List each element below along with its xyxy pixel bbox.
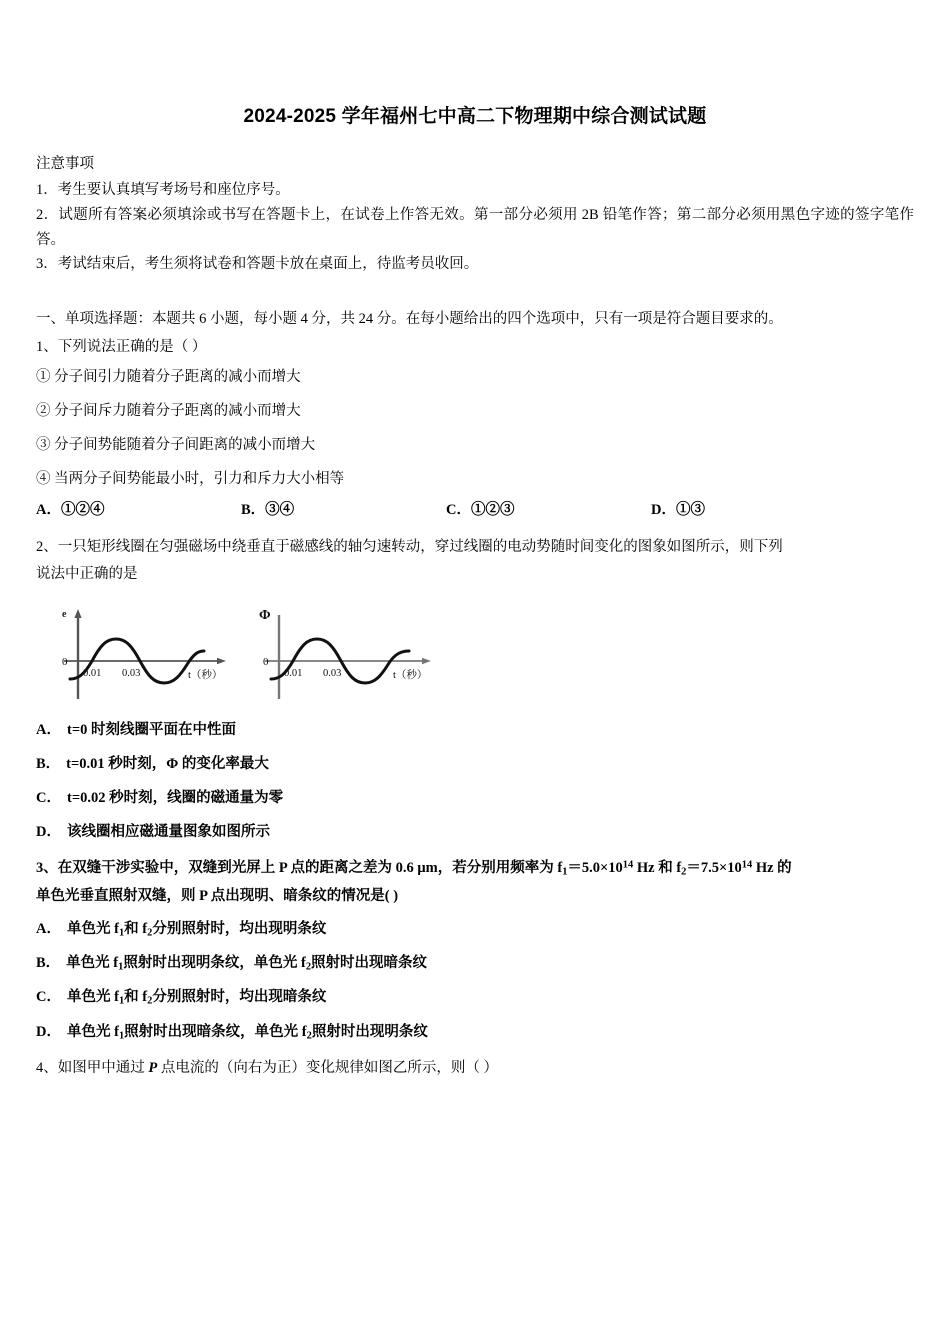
question-3-stem-part-5: Hz 的	[752, 860, 792, 877]
question-3-option-a-label: A．	[36, 921, 61, 938]
question-3-option-c-sub1: 1	[118, 995, 125, 1007]
question-2-stem-text-1: 一只矩形线圈在匀强磁场中绕垂直于磁感线的轴匀速转动，穿过线圈的电动势随时间变化的图象如图所示，则下列	[57, 538, 783, 555]
zero-label: 0	[263, 656, 269, 668]
question-3-option-b[interactable]	[36, 946, 914, 980]
question-2-stem-line-2: 说法中正确的是	[36, 566, 138, 583]
x-axis-label: t（秒）	[188, 670, 223, 681]
question-1-option-c[interactable]: C．①②③	[446, 501, 515, 518]
question-3-option-c[interactable]	[36, 980, 914, 1014]
question-4-stem-post: 点电流的（向右为正）变化规律如图乙所示，则（ ）	[157, 1059, 498, 1076]
question-1-option-d[interactable]: D．①③	[651, 501, 705, 518]
question-2	[36, 534, 914, 849]
question-2-number: 2、	[36, 538, 58, 555]
question-3-option-a[interactable]	[36, 912, 914, 946]
question-3-stem-part-4: ＝7.5×10	[686, 860, 742, 877]
question-1-statement-1: ① 分子间引力随着分子距离的减小而增大	[36, 368, 301, 385]
x-tick-label-1: 0.01	[83, 668, 102, 679]
section-heading: 一、单项选择题：本题共 6 小题，每小题 4 分，共 24 分。在每小题给出的四个选项中，只有一项是符合题目要求的。	[36, 311, 783, 328]
question-1-stem-text: 下列说法正确的是（ ）	[57, 339, 207, 356]
question-3-option-c-sub2: 2	[147, 995, 153, 1007]
question-2-stem-line-1	[36, 534, 914, 562]
question-3-option-a-post: 分别照射时，均出现明条纹	[152, 921, 327, 938]
question-3-option-d[interactable]	[36, 1015, 914, 1049]
question-2-options	[36, 713, 914, 849]
y-axis-label: Φ	[259, 608, 271, 623]
question-3-option-d-sub1: 1	[118, 1029, 125, 1041]
question-3-option-b-pre: 单色光 f	[66, 955, 119, 972]
question-1-statement-4: ④ 当两分子间势能最小时，引力和斥力大小相等	[36, 470, 345, 487]
question-3-option-a-sub2: 2	[147, 927, 153, 939]
question-3	[36, 855, 914, 1048]
question-3-exp-1: 14	[622, 859, 634, 871]
question-3-option-b-sub1: 1	[118, 961, 124, 973]
question-3-option-c-post: 分别照射时，均出现暗条纹	[152, 989, 327, 1006]
question-1-options	[36, 496, 914, 525]
question-1	[36, 335, 914, 525]
notice-heading: 注意事项	[36, 155, 94, 172]
question-2-option-a[interactable]	[36, 713, 914, 747]
question-3-option-b-mid: 照射时出现明条纹，单色光 f	[123, 955, 306, 972]
notice-item-1: 1．考生要认真填写考场号和座位序号。	[36, 181, 290, 198]
x-tick-label-1: 0.01	[284, 668, 303, 679]
question-3-stem-part-2: ＝5.0×10	[567, 860, 623, 877]
question-1-number: 1、	[36, 339, 58, 356]
question-3-option-d-post: 照射时出现明条纹	[311, 1023, 428, 1040]
x-tick-label-2: 0.03	[122, 668, 141, 679]
y-axis-arrowhead	[74, 609, 81, 618]
question-3-option-c-pre: 单色光 f	[66, 989, 119, 1006]
question-2-option-c-text: t=0.02 秒时刻，线圈的磁通量为零	[66, 790, 284, 807]
question-3-exp-2: 14	[741, 859, 753, 871]
question-3-option-a-sub1: 1	[118, 927, 125, 939]
emf-time-graph	[48, 599, 238, 704]
y-axis-label: e	[62, 609, 67, 620]
flux-time-graph	[247, 599, 447, 704]
question-1-stem	[36, 335, 914, 360]
question-2-option-d-text: 该线圈相应磁通量图象如图所示	[66, 824, 270, 841]
notice-item-3: 3．考试结束后，考生须将试卷和答题卡放在桌面上，待监考员收回。	[36, 256, 479, 273]
question-3-option-d-label: D．	[36, 1023, 61, 1040]
question-3-options	[36, 912, 914, 1048]
question-3-stem-part-3: Hz 和 f	[633, 860, 682, 877]
page-title: 2024-2025 学年福州七中高二下物理期中综合测试试题	[243, 106, 707, 127]
flux-time-graph-svg	[247, 599, 447, 704]
question-4	[36, 1056, 914, 1081]
question-2-option-c-label: C．	[36, 790, 61, 807]
question-2-option-d[interactable]	[36, 815, 914, 849]
question-3-f2-subscript: 2	[681, 866, 687, 878]
question-3-stem-line-1	[36, 855, 914, 883]
question-2-option-b-label: B．	[36, 756, 61, 773]
question-4-stem	[36, 1056, 914, 1081]
question-3-stem-part-1: 在双缝干涉实验中，双缝到光屏上 P 点的距离之差为 0.6 μm，若分别用频率为 f	[57, 860, 563, 877]
question-3-option-c-mid: 和 f	[124, 989, 148, 1006]
question-2-option-d-label: D．	[36, 824, 61, 841]
emf-time-graph-svg	[48, 599, 238, 704]
question-4-point-label: P	[148, 1059, 158, 1076]
question-3-option-d-mid: 照射时出现暗条纹，单色光 f	[124, 1023, 307, 1040]
question-1-statement-3: ③ 分子间势能随着分子间距离的减小而增大	[36, 436, 316, 453]
question-3-stem-line-2: 单色光垂直照射双缝，则 P 点出现明、暗条纹的情况是( )	[36, 887, 399, 904]
notice-item-2: 2．试题所有答案必须填涂或书写在答题卡上，在试卷上作答无效。第一部分必须用 2B 铅笔作答；第二部分必须用黑色字迹的签字笔作答。	[36, 206, 914, 248]
question-1-statement-2: ② 分子间斥力随着分子距离的减小而增大	[36, 402, 301, 419]
zero-label: 0	[62, 656, 68, 668]
question-2-figures	[42, 599, 914, 711]
question-3-option-b-post: 照射时出现暗条纹	[311, 955, 428, 972]
question-1-option-b[interactable]: B．③④	[241, 501, 295, 518]
question-3-option-d-pre: 单色光 f	[66, 1023, 119, 1040]
question-1-option-a[interactable]: A．①②④	[36, 501, 105, 518]
question-2-option-a-label: A．	[36, 722, 61, 738]
question-4-stem-pre: 如图甲中通过	[57, 1059, 149, 1076]
question-3-option-d-sub2: 2	[306, 1029, 312, 1041]
question-2-option-b-text: t=0.01 秒时刻，Φ 的变化率最大	[66, 756, 269, 773]
question-4-number: 4、	[36, 1059, 58, 1076]
question-3-number: 3、	[36, 860, 58, 877]
x-axis-label: t（秒）	[393, 670, 428, 681]
question-3-f1-subscript: 1	[562, 866, 568, 878]
question-2-option-b[interactable]	[36, 747, 914, 781]
question-3-option-c-label: C．	[36, 989, 61, 1006]
x-axis-arrowhead	[422, 658, 431, 664]
x-axis-arrowhead	[217, 658, 226, 664]
question-3-option-b-sub2: 2	[305, 961, 312, 973]
question-3-option-a-pre: 单色光 f	[66, 921, 119, 938]
question-3-option-a-mid: 和 f	[124, 921, 148, 938]
notice-section	[36, 152, 914, 278]
question-3-option-b-label: B．	[36, 955, 61, 972]
x-tick-label-2: 0.03	[323, 668, 342, 679]
question-2-option-c[interactable]	[36, 781, 914, 815]
question-2-option-a-text: t=0 时刻线圈平面在中性面	[66, 722, 236, 738]
